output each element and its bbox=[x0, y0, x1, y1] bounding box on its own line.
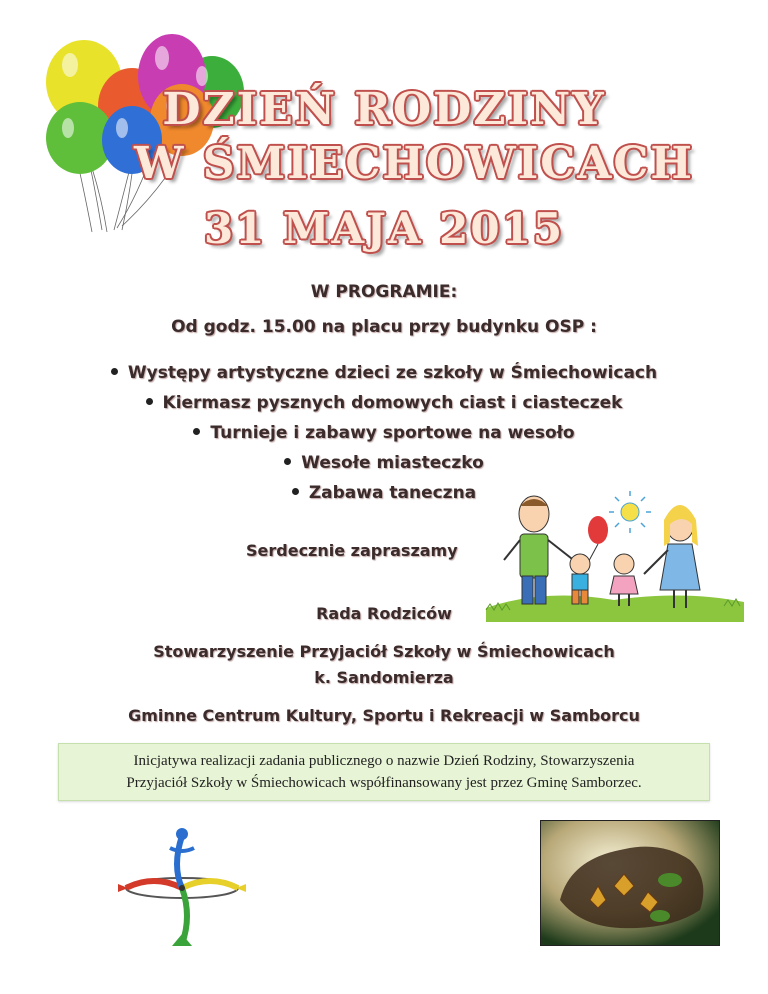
bullet-icon bbox=[193, 428, 200, 435]
program-item: Zabawa taneczna bbox=[0, 478, 768, 508]
event-date: 31 MAJA 2015 bbox=[203, 204, 565, 253]
autumn-leaves-map bbox=[540, 820, 720, 946]
bullet-icon bbox=[111, 368, 118, 375]
invitation-text: Serdecznie zapraszamy bbox=[246, 541, 458, 560]
organizer-culture-centre: Gminne Centrum Kultury, Sportu i Rekreacji w Samborcu bbox=[128, 706, 640, 725]
organizer-association: Stowarzyszenie Przyjaciół Szkoły w Śmiechowicach bbox=[153, 642, 615, 661]
program-heading: W PROGRAMIE: bbox=[310, 282, 458, 302]
bullet-icon bbox=[284, 458, 291, 465]
program-item: Kiermasz pysznych domowych ciast i ciasteczek bbox=[0, 388, 768, 418]
organizer-parents-council: Rada Rodziców bbox=[316, 604, 452, 623]
title-line2: W ŚMIECHOWICACH bbox=[134, 138, 694, 189]
organizer-location: k. Sandomierza bbox=[314, 668, 454, 687]
program-item: Turnieje i zabawy sportowe na wesoło bbox=[0, 418, 768, 448]
program-list bbox=[0, 358, 768, 508]
funding-notice-line1: Inicjatywa realizacji zadania publicznego o nazwie Dzień Rodziny, Stowarzyszenia bbox=[133, 753, 635, 769]
program-item: Wesołe miasteczko bbox=[0, 448, 768, 478]
funding-notice bbox=[58, 743, 710, 801]
title-line1: DZIEŃ RODZINY bbox=[162, 84, 606, 135]
gminne-centrum-logo bbox=[112, 826, 252, 956]
bullet-icon bbox=[146, 398, 153, 405]
family-drawing bbox=[484, 490, 746, 622]
funding-notice-line2: Przyjaciół Szkoły w Śmiechowicach współfinansowany jest przez Gminę Samborzec. bbox=[126, 775, 642, 791]
program-item: Występy artystyczne dzieci ze szkoły w Śmiechowicach bbox=[0, 358, 768, 388]
time-place: Od godz. 15.00 na placu przy budynku OSP : bbox=[171, 317, 597, 337]
bullet-icon bbox=[292, 488, 299, 495]
